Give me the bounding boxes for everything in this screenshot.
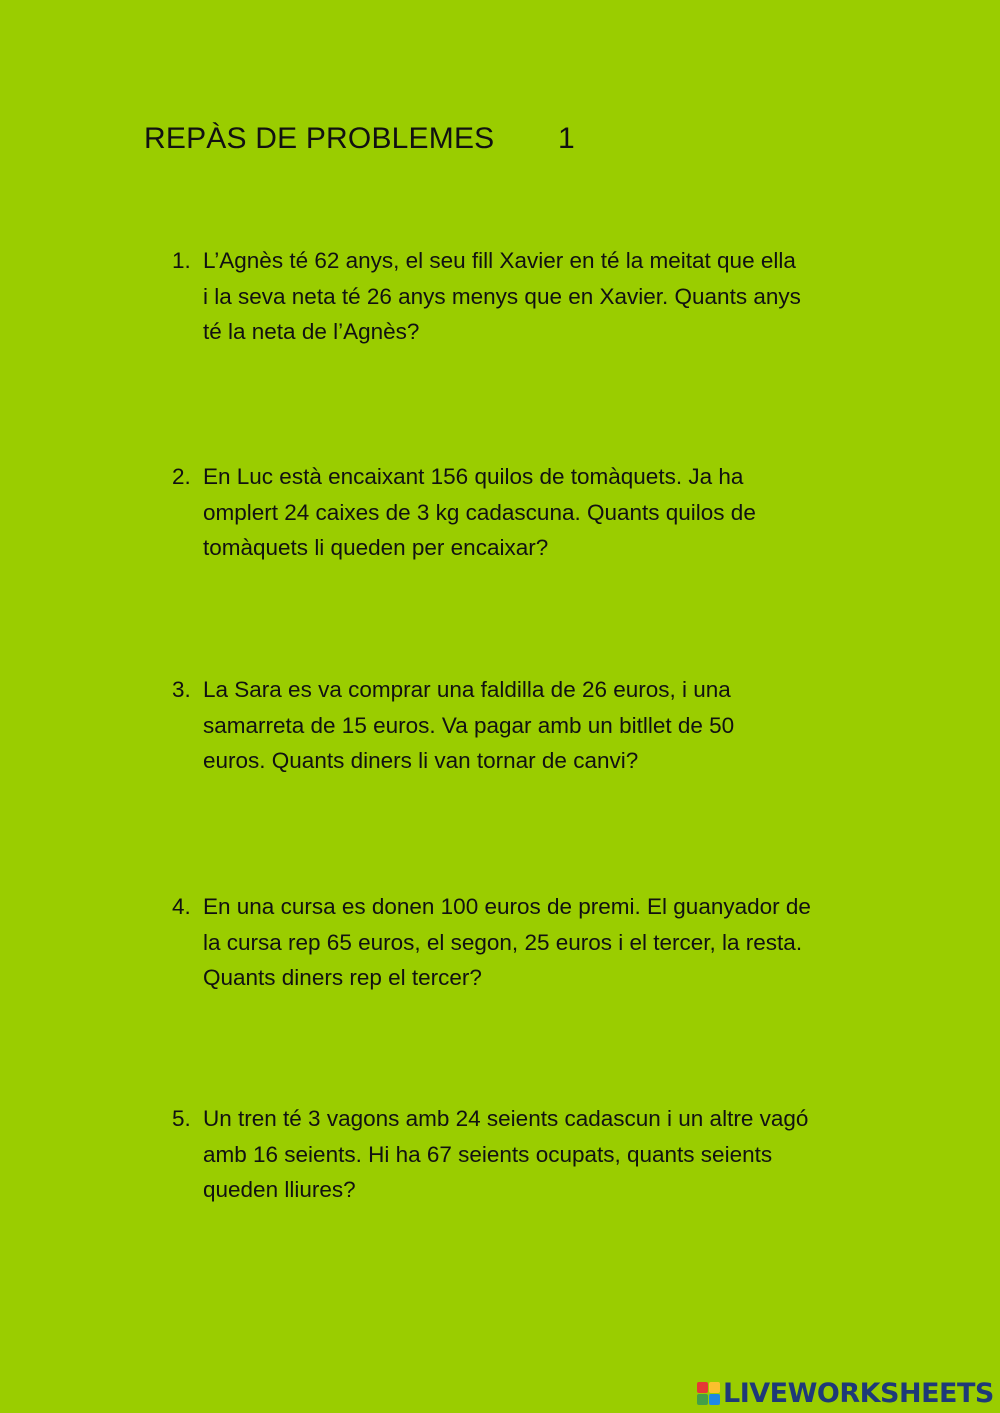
problem-line: tomàquets li queden per encaixar? (203, 535, 549, 560)
problem-line: Un tren té 3 vagons amb 24 seients cadascun i un altre vagó (203, 1106, 809, 1131)
problem-number: 3. (172, 677, 191, 702)
problem-line: La Sara es va comprar una faldilla de 26 euros, i una (203, 677, 731, 702)
problem-line: queden lliures? (203, 1177, 356, 1202)
problem-line: té la neta de l’Agnès? (203, 319, 420, 344)
problem-line: amb 16 seients. Hi ha 67 seients ocupats, quants seients (203, 1141, 773, 1167)
problem-1 (172, 243, 872, 350)
problem-number: 5. (172, 1106, 191, 1131)
problem-2 (172, 459, 872, 566)
problem-line: omplert 24 caixes de 3 kg cadascuna. Quants quilos de (203, 499, 756, 525)
problem-line: En una cursa es donen 100 euros de premi. El guanyador de (203, 894, 811, 919)
problem-line: la cursa rep 65 euros, el segon, 25 euros i el tercer, la resta. (203, 929, 803, 955)
problem-line: L’Agnès té 62 anys, el seu fill Xavier en té la meitat que ella (203, 248, 796, 273)
problem-4 (172, 889, 872, 996)
logo-mark-square (709, 1382, 720, 1393)
problem-number: 1. (172, 248, 191, 273)
problem-number: 2. (172, 464, 191, 489)
problem-line: En Luc està encaixant 156 quilos de tomàquets. Ja ha (203, 464, 744, 489)
logo-mark-square (709, 1394, 720, 1405)
title-text: REPÀS DE PROBLEMES (144, 122, 495, 155)
problem-line: euros. Quants diners li van tornar de canvi? (203, 748, 639, 773)
logo-text: LIVEWORKSHEETS (723, 1377, 994, 1409)
logo-mark-square (697, 1394, 708, 1405)
logo-mark-icon (697, 1382, 720, 1405)
logo-mark-square (697, 1382, 708, 1393)
problem-line: samarreta de 15 euros. Va pagar amb un bitllet de 50 (203, 712, 735, 738)
title-number: 1 (558, 122, 575, 155)
problem-line: Quants diners rep el tercer? (203, 965, 482, 990)
problem-3 (172, 672, 872, 779)
problem-5 (172, 1101, 872, 1208)
problem-line: i la seva neta té 26 anys menys que en Xavier. Quants anys (203, 283, 801, 309)
liveworksheets-logo[interactable] (697, 1378, 994, 1408)
page-title (144, 122, 575, 156)
problem-number: 4. (172, 894, 191, 919)
